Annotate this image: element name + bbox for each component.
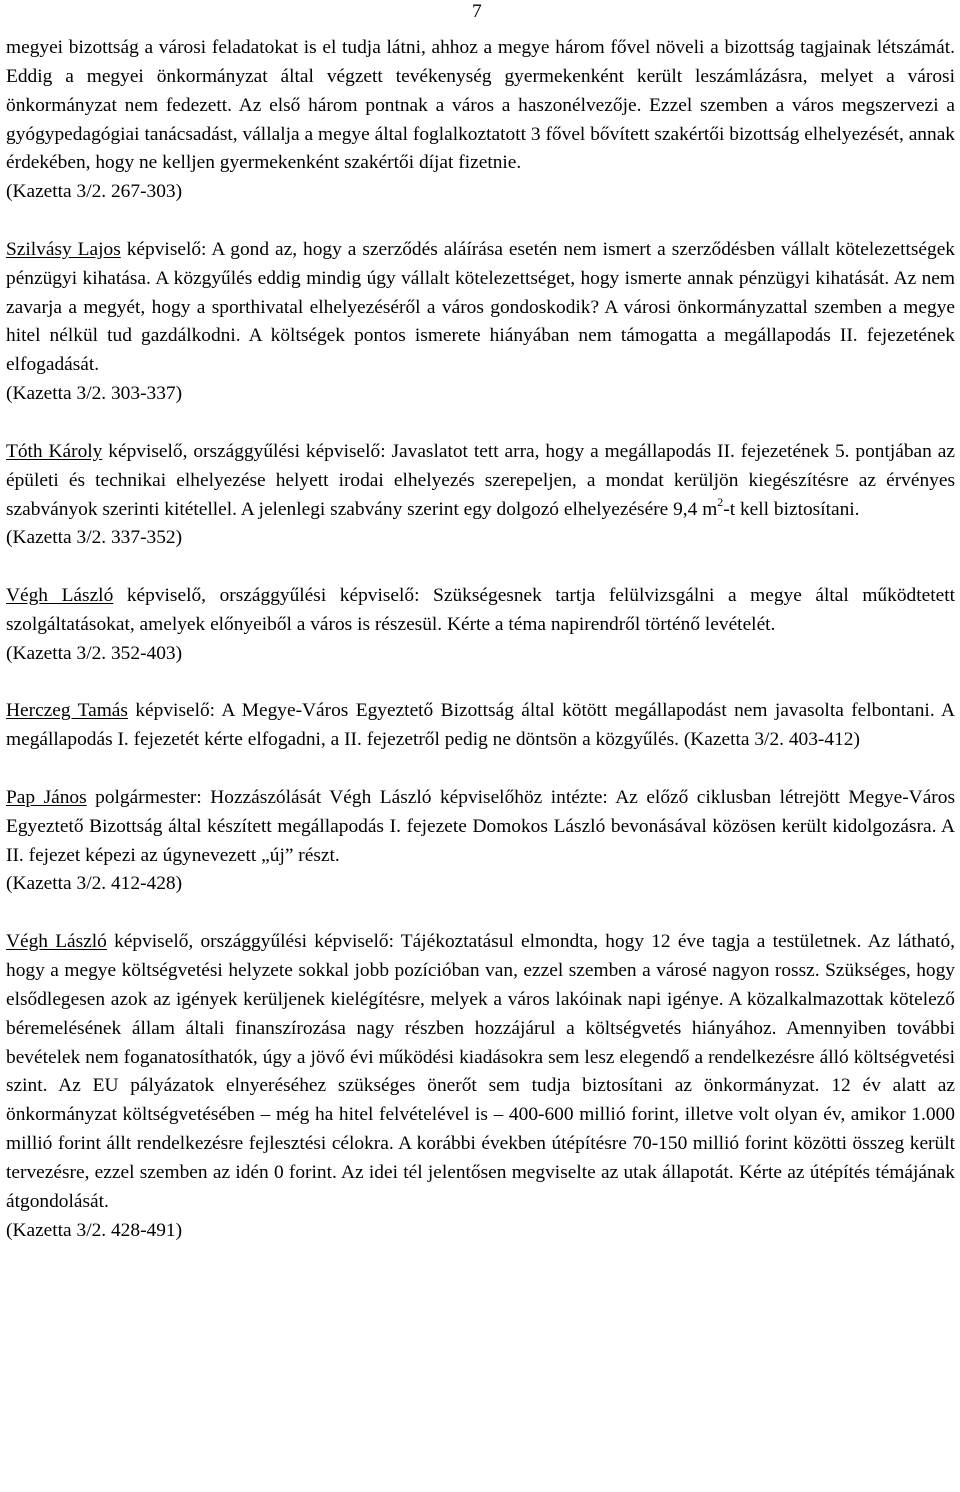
cassette-reference: (Kazetta 3/2. 303-337) bbox=[6, 383, 183, 405]
page-number: 7 bbox=[472, 1, 482, 22]
speech-text: képviselő: A Megye-Város Egyeztető Bizottság által kötött megállapodást nem javasolta felbontani. A megállapodás I. fejezetét kérte elfogadni, a II. fejezetről pedig ne döntsön a közgyűlés. (Kazetta 3/2. 403-412) bbox=[6, 700, 955, 751]
speaker-name: Végh László bbox=[6, 931, 107, 953]
speaker-block bbox=[6, 784, 955, 899]
speaker-block bbox=[6, 928, 955, 1245]
speaker-block bbox=[6, 438, 955, 553]
speaker-block bbox=[6, 236, 955, 409]
speech-text: képviselő, országgyűlési képviselő: Javaslatot tett arra, hogy a megállapodás II. fejezetének 5. pontjában az épületi és technikai elhelyezése helyett irodai elhelyezés szerepeljen, a mondat kerüljön kiegészítésre az érvényes szabványok szerinti kitétellel. A jelenlegi szabvány szerint egy dolgozó elhelyezésére 9,4 m bbox=[6, 440, 955, 520]
speaker-name: Szilvásy Lajos bbox=[6, 238, 121, 260]
paragraph-text bbox=[6, 236, 955, 380]
speaker-block bbox=[6, 697, 955, 755]
speaker-block bbox=[6, 582, 955, 669]
cassette-reference: (Kazetta 3/2. 412-428) bbox=[6, 873, 183, 895]
cassette-reference: (Kazetta 3/2. 267-303) bbox=[6, 181, 183, 203]
cassette-reference: (Kazetta 3/2. 337-352) bbox=[6, 527, 183, 549]
speech-text: polgármester: Hozzászólását Végh László képviselőhöz intézte: Az előző ciklusban létrejött Megye-Város Egyeztető Bizottság által készített megállapodás I. fejezete Domokos László bevonásával közösen került kidolgozásra. A II. fejezet képezi az úgynevezett „új” részt. bbox=[6, 786, 955, 866]
cassette-reference: (Kazetta 3/2. 428-491) bbox=[6, 1219, 183, 1241]
paragraph-text bbox=[6, 784, 955, 871]
speaker-name: Pap János bbox=[6, 786, 87, 808]
cassette-reference: (Kazetta 3/2. 352-403) bbox=[6, 642, 183, 664]
speech-text-after: -t kell biztosítani. bbox=[723, 498, 860, 520]
paragraph-block bbox=[6, 34, 955, 207]
paragraph-text bbox=[6, 928, 955, 1216]
speech-text: képviselő: A gond az, hogy a szerződés aláírása esetén nem ismert a szerződésben vállalt kötelezettségek pénzügyi kihatása. A közgyűlés eddig mindig úgy vállalt kötelezettséget, hogy ismerte annak pénzügyi kihatását. Az nem zavarja a megyét, hogy a sporthivatal elhelyezéséről a város gondoskodik? A városi önkormányzattal szemben a megye hitel nélkül tud gazdálkodni. A költségek pontos ismerete hiányában nem támogatta a megállapodás II. fejezetének elfogadását. bbox=[6, 238, 955, 376]
paragraph-text: megyei bizottság a városi feladatokat is el tudja látni, ahhoz a megye három fővel növeli a bizottság tagjainak létszámát. Eddig a megyei önkormányzat által végzett tevékenység gyermekenként került leszámlázásra, melyet a városi önkormányzat nem fedezett. Az első három pontnak a város a haszonélvezője. Ezzel szemben a város megszervezi a gyógypedagógiai tanácsadást, vállalja a megye által foglalkoztatott 3 fővel bővített szakértői bizottság elhelyezését, annak érdekében, hogy ne kelljen gyermekenként szakértői díjat fizetnie. bbox=[6, 37, 955, 174]
paragraph-text bbox=[6, 582, 955, 640]
speech-text: képviselő, országgyűlési képviselő: Szükségesnek tartja felülvizsgálni a megye által működtetett szolgáltatásokat, amelyek előnyeiből a város is részesül. Kérte a téma napirendről történő levételét. bbox=[6, 585, 955, 635]
paragraph-text bbox=[6, 697, 955, 755]
speech-text: képviselő, országgyűlési képviselő: Tájékoztatásul elmondta, hogy 12 éve tagja a testületnek. Az látható, hogy a megye költségvetési helyzete sokkal jobb pozícióban van, ezzel szemben a városé nagyon rossz. Szükséges, hogy elsődlegesen azok az igények kerüljenek kielégítésre, melyek a város lakóinak napi igénye. A közalkalmazottak kötelező béremelésének állam általi finanszírozása nagy részben hozzájárul a költségvetés hiányához. Amennyiben további bevételek nem foganatosíthatók, úgy a jövő évi működési kiadásokra sem lesz elegendő a rendelkezésre álló költségvetési szint. Az EU pályázatok elnyeréséhez szükséges önerőt sem tudja biztosítani az önkormányzat. 12 év alatt az önkormányzat költségvetésében – még ha hitel felvételével is – 400-600 millió forint, illetve volt olyan év, amikor 1.000 millió forint állt rendelkezésre fejlesztési célokra. A korábbi években útépítésre 70-150 millió forint közötti összeg került tervezésre, ezzel szemben az idén 0 forint. Az idei tél jelentősen megviselte az utak állapotát. Kérte az útépítés témájának átgondolását. bbox=[6, 931, 955, 1212]
superscript: 2 bbox=[717, 495, 724, 510]
document-body bbox=[6, 34, 955, 1245]
speaker-name: Herczeg Tamás bbox=[6, 700, 128, 722]
speaker-name: Végh László bbox=[6, 585, 114, 607]
paragraph-text bbox=[6, 438, 955, 525]
speaker-name: Tóth Károly bbox=[6, 440, 103, 462]
